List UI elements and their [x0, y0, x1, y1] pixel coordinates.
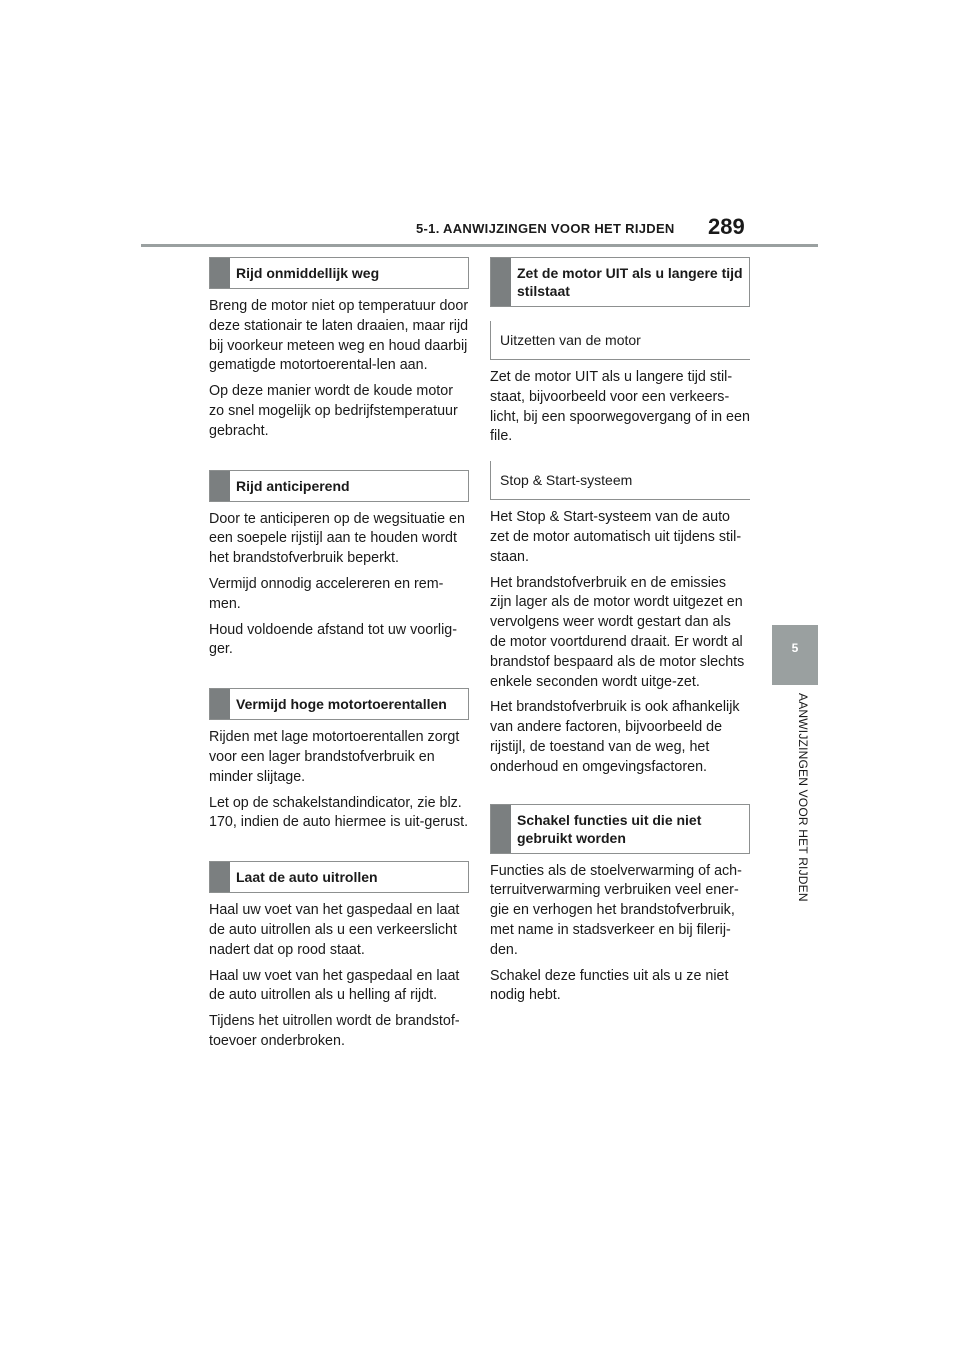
section-box [209, 470, 469, 502]
chapter-side-label: AANWIJZINGEN VOOR HET RIJDEN [796, 693, 810, 902]
paragraph: Tijdens het uitrollen wordt de brandstof-toevoer onderbroken. [209, 1013, 460, 1049]
box-marker [210, 862, 230, 892]
section-title: Vermijd hoge motortoerentallen [236, 696, 447, 713]
box-marker [210, 258, 230, 288]
section-title: Schakel functies uit die niet gebruikt worden [517, 811, 702, 846]
section-box [209, 688, 469, 720]
section-box [209, 257, 469, 289]
paragraph: Zet de motor UIT als u langere tijd stil-staat, bijvoorbeeld voor een verkeers-licht, bij een spoorwegovergang of in een file. [490, 369, 750, 445]
box-marker [491, 805, 511, 853]
section-box [490, 257, 750, 307]
left-column [209, 257, 469, 1058]
subsection-heading: Uitzetten van de motor [490, 321, 750, 360]
section-title: Laat de auto uitrollen [236, 869, 378, 886]
section-title: Rijd onmiddellijk weg [236, 265, 380, 281]
page-number: 289 [708, 214, 745, 239]
subsection-heading: Stop & Start-systeem [490, 461, 750, 500]
paragraph: Haal uw voet van het gaspedaal en laat de auto uitrollen als u een verkeerslicht nadert dat op rood staat. [209, 902, 460, 958]
section-title: Zet de motor UIT als u langere tijd stilstaat [517, 265, 743, 299]
right-column [490, 257, 750, 1012]
paragraph: Houd voldoende afstand tot uw voorlig-ger. [209, 621, 457, 658]
paragraph: Het brandstofverbruik en de emissies zijn lager als de motor wordt uitgezet en vervolgens weer wordt gestart dan als de motor voortdurend draait. Er wordt al brandstof bespaard als de motor slechts enkele seconden wordt uitge-zet. [490, 574, 745, 690]
paragraph: Haal uw voet van het gaspedaal en laat de auto uitrollen als u helling af rijdt. [209, 967, 460, 1004]
paragraph: Vermijd onnodig accelereren en rem-men. [209, 575, 444, 612]
paragraph: Schakel deze functies uit als u ze niet nodig hebt. [490, 967, 729, 1004]
paragraph: Breng de motor niet op temperatuur door deze stationair te laten draaien, maar rijd bij voorkeur meteen weg en houd daarbij gematigde motortoerental-len aan. [209, 298, 469, 374]
paragraph: Let op de schakelstandindicator, zie blz. 170, indien de auto hiermee is uit-gerust. [209, 794, 469, 831]
paragraph: Door te anticiperen op de wegsituatie en een soepele rijstijl aan te houden wordt het brandstofverbruik beperkt. [209, 510, 465, 567]
box-marker [210, 689, 230, 719]
chapter-tab [772, 625, 818, 685]
paragraph: Op deze manier wordt de koude motor zo snel mogelijk op bedrijfstemperatuur gebracht. [209, 383, 458, 439]
chapter-number: 5 [791, 641, 799, 655]
section-title: Rijd anticiperend [236, 477, 350, 494]
paragraph: Het brandstofverbruik is ook afhankelijk van andere factoren, bijvoorbeeld de rijstijl, de toestand van de weg, het onderhoud en omgevingsfactoren. [490, 699, 740, 775]
box-marker [491, 258, 511, 306]
section-header: 5-1. AANWIJZINGEN VOOR HET RIJDEN [416, 221, 675, 236]
section-box [209, 861, 469, 893]
section-box [490, 804, 750, 854]
box-marker [210, 471, 230, 501]
paragraph: Het Stop & Start-systeem van de auto zet de motor automatisch uit tijdens stil-staan. [490, 509, 742, 565]
paragraph: Rijden met lage motortoerentallen zorgt voor een lager brandstofverbruik en minder slijtage. [209, 729, 460, 785]
header-rule [141, 244, 818, 247]
paragraph: Functies als de stoelverwarming of ach-terruitverwarming verbruiken veel ener-gie en verhogen het brandstofverbruik, met name in stadsverkeer en bij filerij-den. [490, 862, 742, 958]
